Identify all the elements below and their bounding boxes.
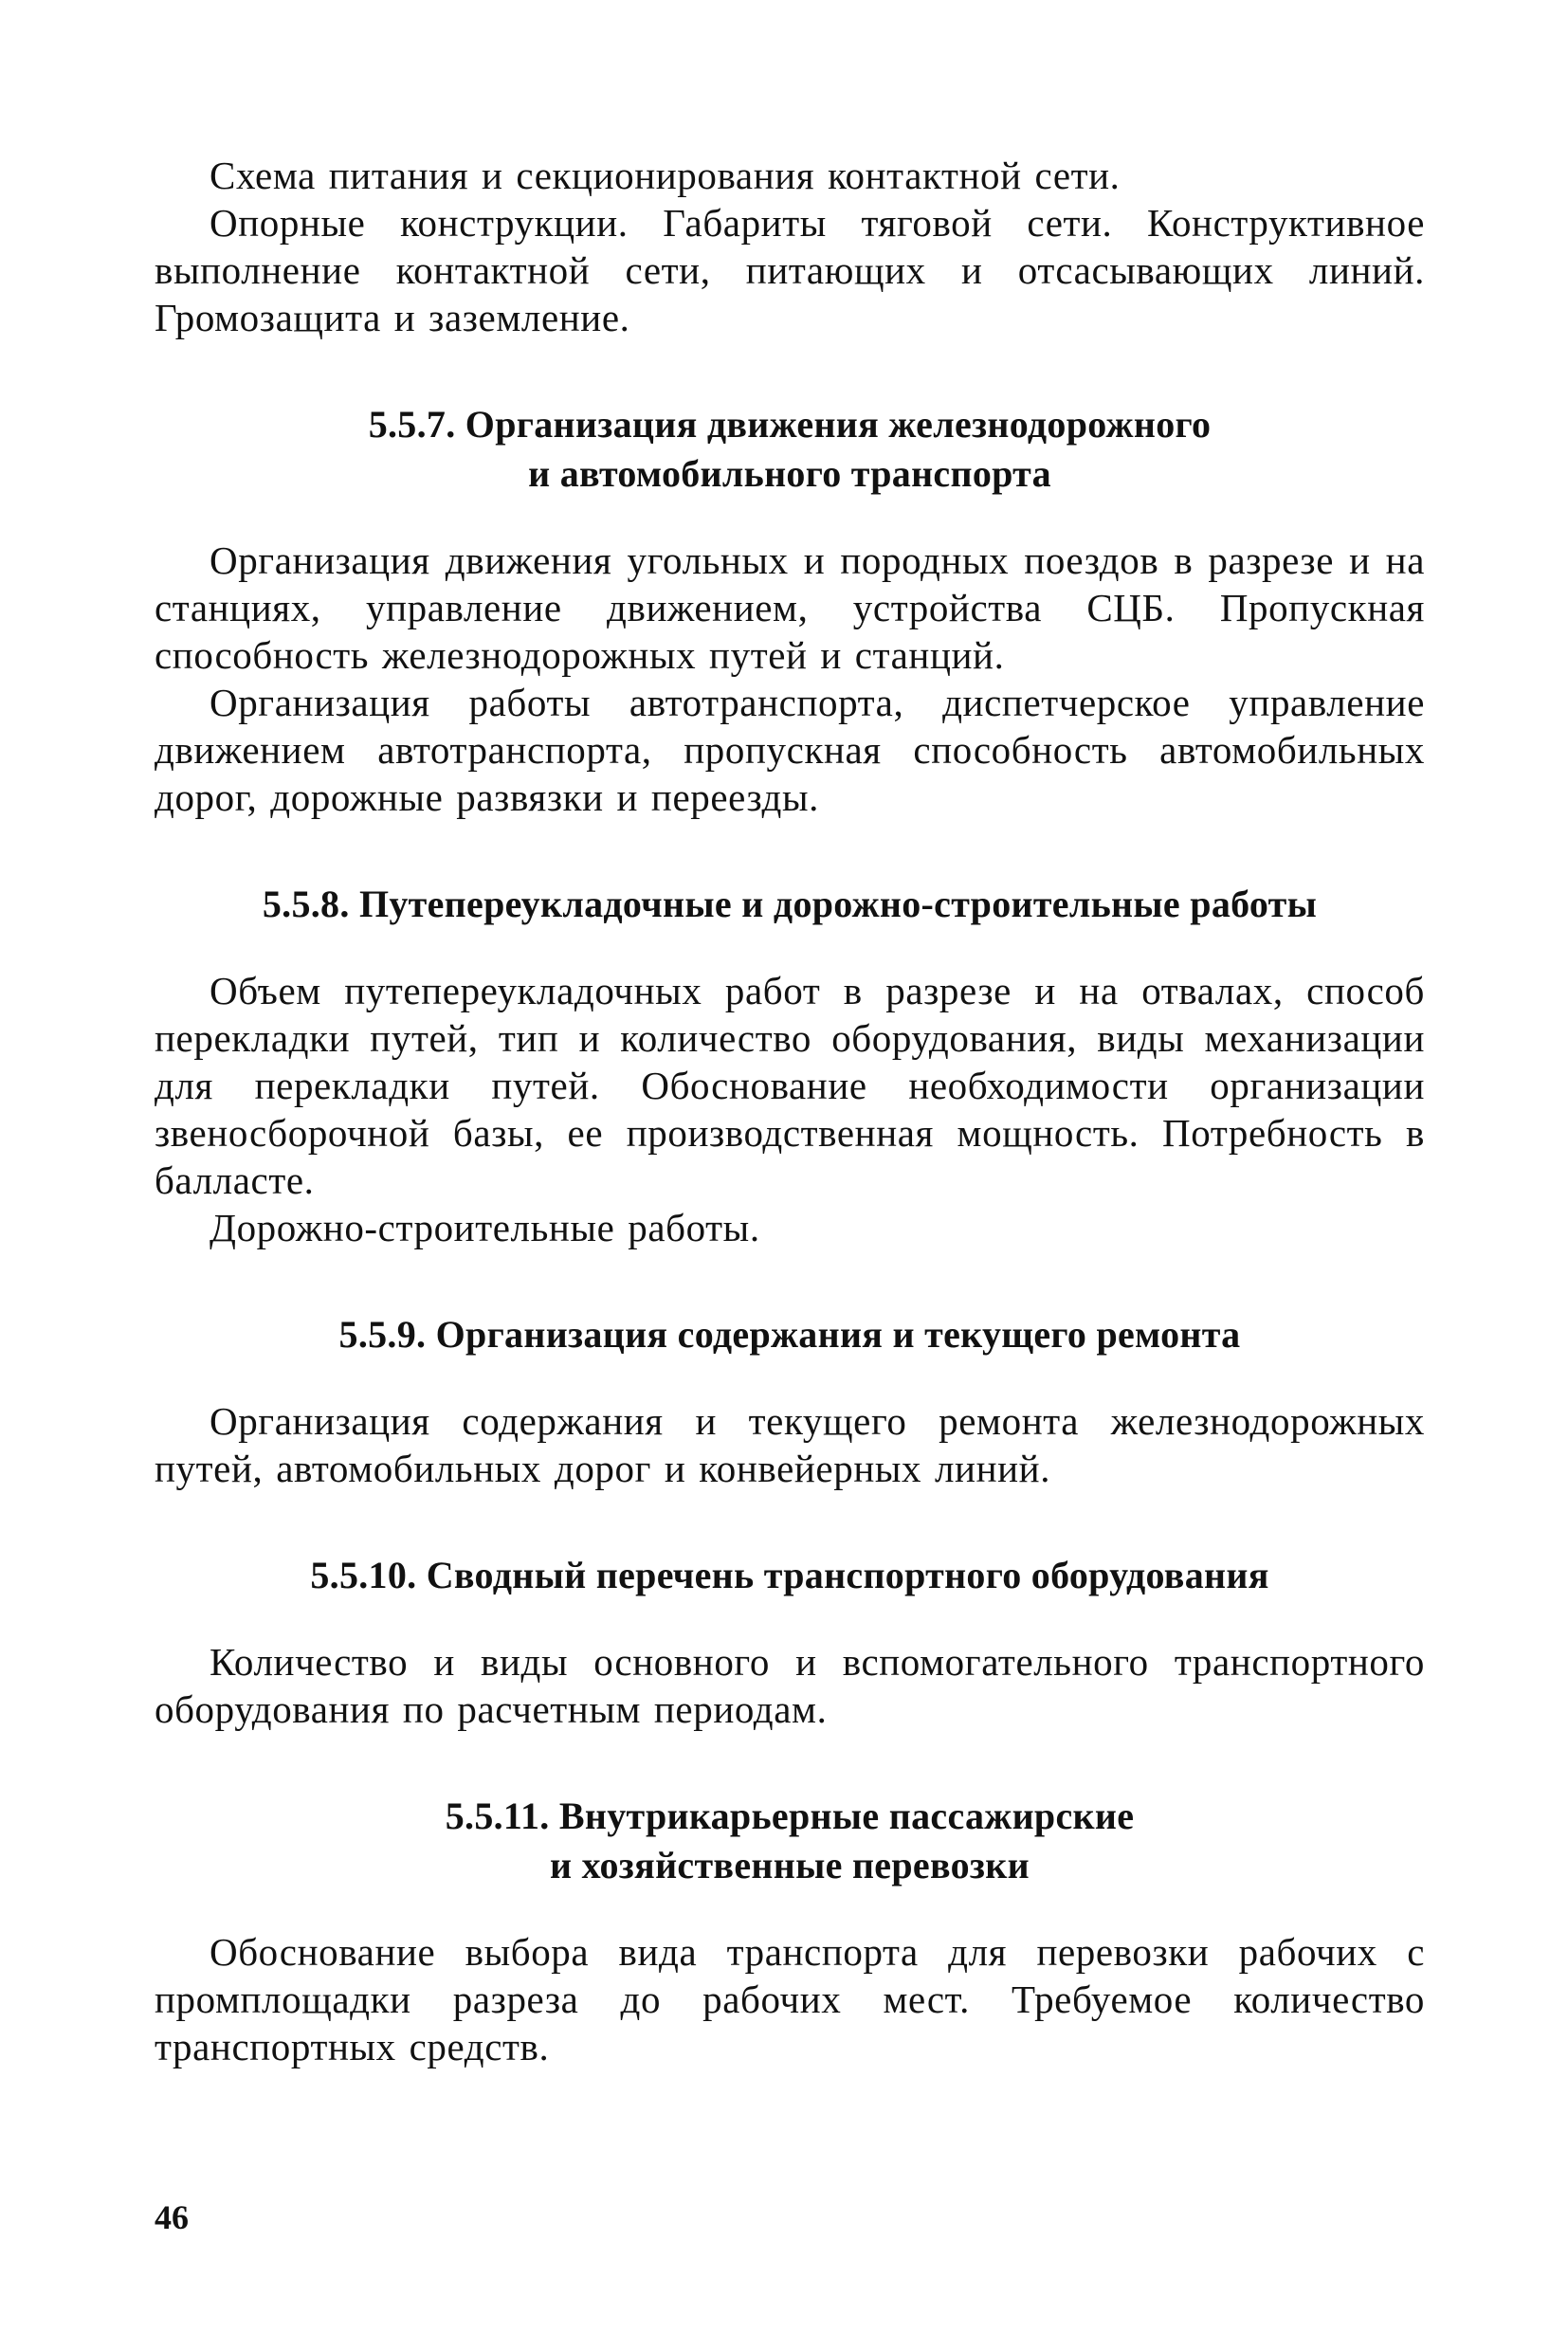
heading-line: 5.5.9. Организация содержания и текущего ремонта	[338, 1313, 1241, 1356]
intro-paragraph-2: Опорные конструкции. Габариты тяговой сети. Конструктивное выполнение контактной сети, питающих и отсасывающих линий. Громозащита и заземление.	[155, 201, 1425, 339]
section-heading-5-5-10	[155, 1551, 1425, 1600]
section-heading-5-5-8	[155, 880, 1425, 929]
section-paragraph: Объем путепереукладочных работ в разрезе и на отвалах, способ перекладки путей, тип и количество оборудования, виды механизации для перекладки путей. Обоснование необходимости организации звеносборочной базы, ее производственная мощность. Потребность в балласте.	[155, 969, 1425, 1202]
section-paragraph: Дорожно-строительные работы.	[210, 1206, 760, 1249]
section-heading-5-5-7	[155, 400, 1425, 499]
section-heading-5-5-11	[155, 1792, 1425, 1890]
heading-line: 5.5.7. Организация движения железнодорожного	[368, 403, 1212, 446]
heading-line: и хозяйственные перевозки	[550, 1844, 1030, 1886]
section-paragraph: Обоснование выбора вида транспорта для перевозки рабочих с промплощадки разреза до рабочих мест. Требуемое количество транспортных средств.	[155, 1930, 1425, 2069]
section-paragraph: Количество и виды основного и вспомогательного транспортного оборудования по расчетным периодам.	[155, 1640, 1425, 1731]
section-paragraph: Организация работы автотранспорта, диспетчерское управление движением автотранспорта, пропускная способность автомобильных дорог, дорожные развязки и переезды.	[155, 681, 1425, 819]
document-page	[155, 152, 1425, 2070]
heading-line: 5.5.11. Внутрикарьерные пассажирские	[445, 1795, 1135, 1837]
intro-paragraph-1: Схема питания и секционирования контактной сети.	[210, 154, 1121, 197]
heading-line: 5.5.10. Сводный перечень транспортного оборудования	[310, 1554, 1269, 1596]
heading-line: и автомобильного транспорта	[528, 452, 1051, 495]
page-number: 46	[155, 2198, 189, 2236]
section-paragraph: Организация содержания и текущего ремонта железнодорожных путей, автомобильных дорог и конвейерных линий.	[155, 1399, 1425, 1490]
section-paragraph: Организация движения угольных и породных поездов в разрезе и на станциях, управление движением, устройства СЦБ. Пропускная способность железнодорожных путей и станций.	[155, 538, 1425, 677]
heading-line: 5.5.8. Путепереукладочные и дорожно-строительные работы	[262, 883, 1318, 925]
section-heading-5-5-9	[155, 1310, 1425, 1359]
